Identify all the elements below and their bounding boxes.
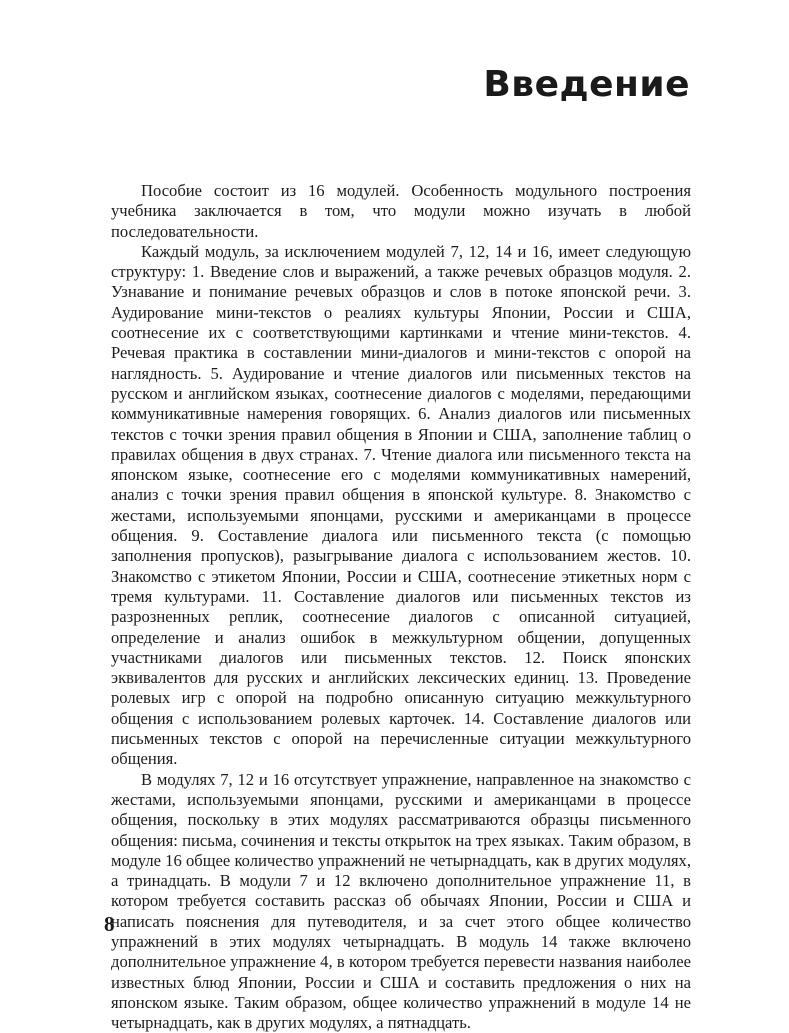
page-number: 8 — [104, 912, 115, 936]
paragraph-module-exceptions: В модулях 7, 12 и 16 отсутствует упражнение, направленное на знакомство с жестами, используемыми японцами, русскими и американцами в процессе общения, поскольку в этих модулях рассматриваются образцы письменного общения: письма, сочинения и тексты открыток на трех языках. Таким образом, в модуле 16 общее количество упражнений не четырнадцать, как в других модулях, а тринадцать. В модули 7 и 12 включено дополнительное упражнение 11, в котором требуется составить рассказ об обычаях Японии, России и США и написать пояснения для путеводителя, и за счет этого общее количество упражнений в этих модулях четырнадцать. В модуль 14 также включено дополнительное упражнение 4, в котором требуется перевести названия наиболее известных блюд Японии, России и США и составить предложения о них на японском языке. Таким образом, общее количество упражнений в модуле 14 не четырнадцать, как в других модулях, а пятнадцать. — [111, 769, 691, 1033]
chapter-title: Введение — [483, 64, 690, 105]
paragraph-module-structure: Каждый модуль, за исключением модулей 7, 12, 14 и 16, имеет следующую структуру: 1. Введение слов и выражений, а также речевых образцов модуля. 2. Узнавание и понимание речевых образцов и слов в потоке японской речи. 3. Аудирование мини-текстов о реалиях культуры Японии, России и США, соотнесение их с соответствующими картинками и чтение мини-текстов. 4. Речевая практика в составлении мини-диалогов и мини-текстов с опорой на наглядность. 5. Аудирование и чтение диалогов или письменных текстов на русском и английском языках, соотнесение диалогов с моделями, передающими коммуникативные намерения говорящих. 6. Анализ диалогов или письменных текстов с точки зрения правил общения в Японии и США, заполнение таблиц о правилах общения в двух странах. 7. Чтение диалога или письменного текста на японском языке, соотнесение его с моделями коммуникативных намерений, анализ с точки зрения правил общения в японской культуре. 8. Знакомство с жестами, используемыми японцами, русскими и американцами в процессе общения. 9. Составление диалога или письменного текста (с помощью заполнения пропусков), разыгрывание диалога с использованием жестов. 10. Знакомство с этикетом Японии, России и США, соотнесение этикетных норм с тремя культурами. 11. Составление диалогов или письменных текстов из разрозненных реплик, соотнесение диалогов с описанной ситуацией, определение и анализ ошибок в межкультурном общении, допущенных участниками диалогов или письменных текстов. 12. Поиск японских эквивалентов для русских и английских лексических единиц. 13. Проведение ролевых игр с опорой на подробно описанную ситуацию межкультурного общения с использованием ролевых карточек. 14. Составление диалогов или письменных текстов с опорой на перечисленные ситуации межкультурного общения. — [111, 241, 691, 769]
body-text — [111, 181, 691, 1033]
paragraph-intro: Пособие состоит из 16 модулей. Особенность модульного построения учебника заключается в том, что модули можно изучать в любой последовательности. — [111, 181, 691, 241]
